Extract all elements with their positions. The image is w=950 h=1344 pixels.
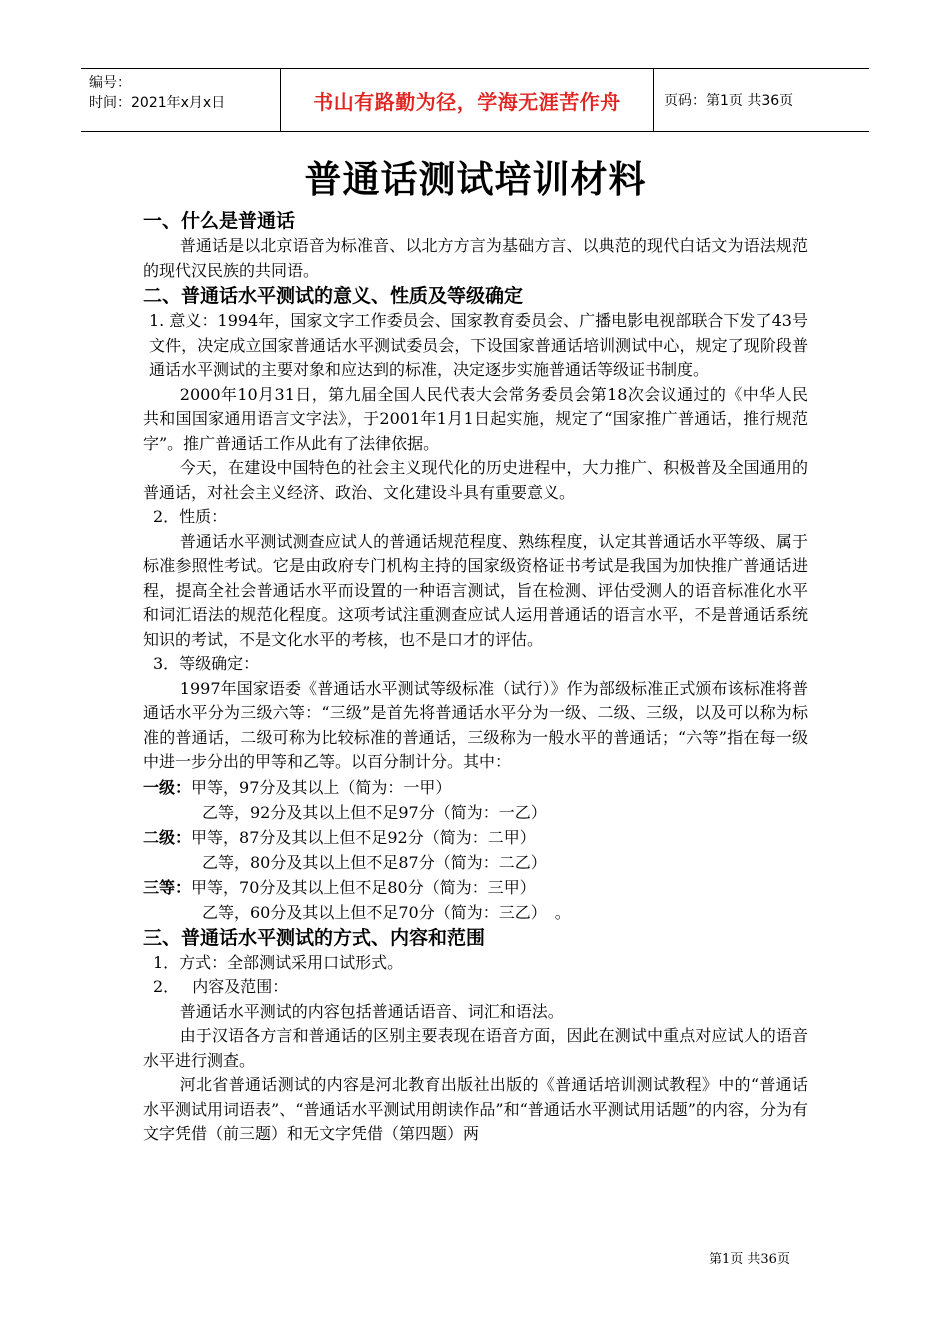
level-list [143,775,808,925]
header-meta [81,69,281,131]
paragraph: 普通话水平测试的内容包括普通话语音、词汇和语法。 [179,1001,564,1021]
level-label: 二级： [143,827,192,847]
paragraph: 河北省普通话测试的内容是河北教育出版社出版的《普通话培训测试教程》中的“普通话水平测试用词语表”、“普通话水平测试用朗读作品”和“普通话水平测试用话题”的内容，分为有文字凭借（前三题）和无文字凭借（第四题）两 [143,1075,808,1143]
paragraph: 1997年国家语委《普通话水平测试等级标准（试行）》作为部级标准正式颁布该标准将普通话水平分为三级六等：“三级”是首先将普通话水平分为一级、二级、三级，以及可以称为标准的普通话，二级可称为比较标准的普通话，三级称为一般水平的普通话；“六等”指在每一级中进一步分出的甲等和乙等。以百分制计分。其中： [143,678,808,771]
subheading-nature: 2．性质： [153,507,228,526]
level-grade-a: 甲等，87分及其以上但不足92分（简为：二甲） [191,827,536,847]
level-grade-b: 乙等，80分及其以上但不足87分（简为：二乙） [202,852,547,872]
document-body [143,152,808,1147]
section-1-heading: 一、什么是普通话 [143,210,296,232]
level-label: 三等： [143,877,192,897]
doc-number-label: 编号： [89,75,131,91]
level-row [143,875,808,900]
paragraph: 今天，在建设中国特色的社会主义现代化的历史进程中，大力推广、积极普及全国通用的普通话，对社会主义经济、政治、文化建设斗具有重要意义。 [143,458,808,502]
paragraph: 由于汉语各方言和普通话的区别主要表现在语音方面，因此在测试中重点对应试人的语音水平进行测查。 [143,1026,808,1070]
level-grade-a: 甲等，97分及其以上（简为：一甲） [191,777,452,797]
subheading-method: 1．方式：全部测试采用口试形式。 [153,952,404,972]
level-label: 一级： [143,777,192,797]
paragraph: 2000年10月31日，第九届全国人民代表大会常务委员会第18次会议通过的《中华人民共和国国家通用语言文字法》，于2001年1月1日起实施，规定了“国家推广普通话，推行规范字”。推广普通话工作从此有了法律依据。 [143,384,808,453]
level-row [143,775,808,800]
document-title: 普通话测试培训材料 [304,158,647,201]
paragraph: 普通话水平测试测查应试人的普通话规范程度、熟练程度，认定其普通话水平等级、属于标准参照性考试。它是由政府专门机构主持的国家级资格证书考试是我国为加快推广普通话进程，提高全社会普通话水平而设置的一种语言测试，旨在检测、评估受测人的语音标准化水平和词汇语法的规范化程度。这项考试注重测查应试人运用普通话的语言水平，不是普通话系统知识的考试，不是文化水平的考核，也不是口才的评估。 [143,531,808,649]
subheading-grade: 3．等级确定： [153,654,260,673]
level-grade-a: 甲等，70分及其以上但不足80分（简为：三甲） [191,877,536,897]
section-3-heading: 三、普通话水平测试的方式、内容和范围 [143,926,486,949]
doc-time-label: 时间：2021年x月x日 [89,95,226,111]
page-header [81,68,869,132]
subheading-content: 2． 内容及范围： [153,977,289,996]
paragraph: 普通话是以北京语音为标准音、以北方方言为基础方言、以典范的现代白话文为语法规范的现代汉民族的共同语。 [143,236,808,280]
page-footer: 第1页 共36页 [709,1252,790,1267]
level-row [143,825,808,850]
header-motto: 书山有路勤为径，学海无涯苦作舟 [281,69,654,131]
paragraph: 1. 意义：1994年，国家文字工作委员会、国家教育委员会、广播电影电视部联合下发了43号文件，决定成立国家普通话水平测试委员会，下设国家普通话培训测试中心，规定了现阶段普通话水平测试的主要对象和应达到的标准，决定逐步实施普通话等级证书制度。 [149,311,808,379]
section-2-heading: 二、普通话水平测试的意义、性质及等级确定 [143,285,524,307]
level-grade-b: 乙等，92分及其以上但不足97分（简为：一乙） [202,802,547,822]
header-page-label: 页码：第1页 共36页 [664,93,794,109]
level-grade-b: 乙等，60分及其以上但不足70分（简为：三乙） 。 [202,902,571,922]
